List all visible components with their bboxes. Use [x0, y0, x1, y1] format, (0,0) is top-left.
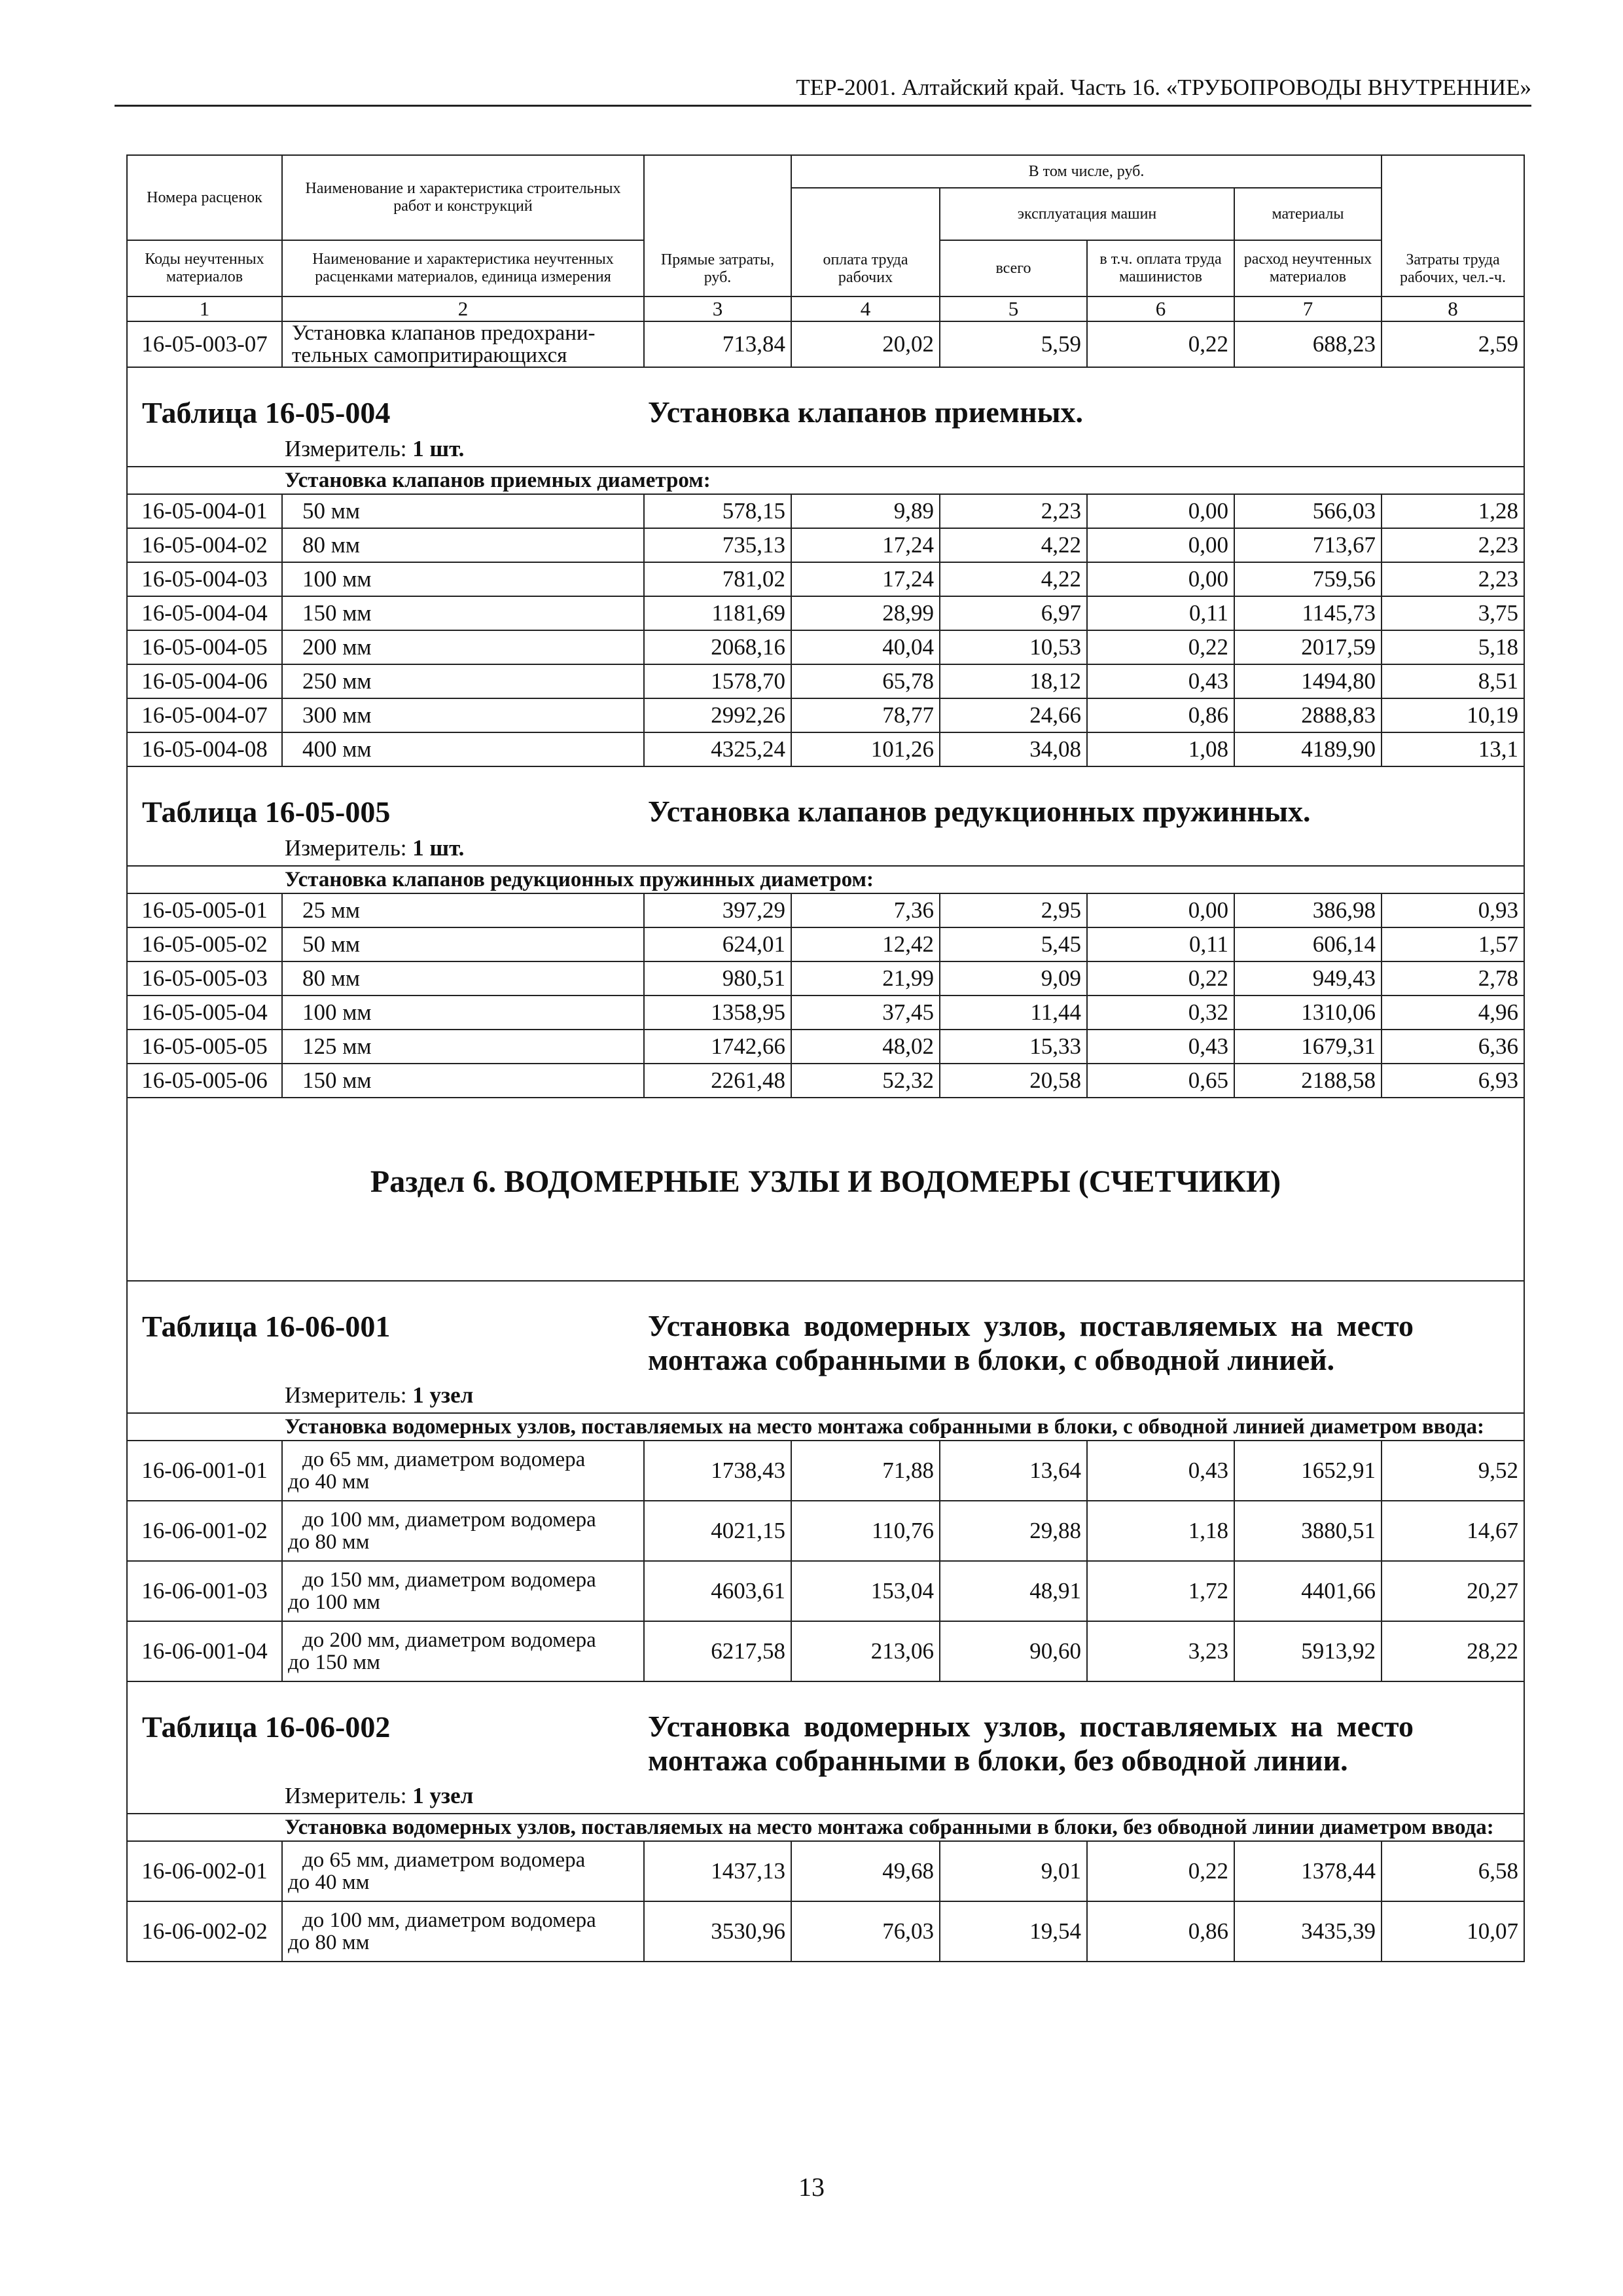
value-cell: 101,26 — [791, 732, 940, 766]
rate-code: 16-05-005-03 — [127, 961, 282, 996]
value-cell: 3,23 — [1087, 1621, 1234, 1681]
work-name — [282, 1441, 644, 1501]
work-name: 300 мм — [282, 698, 644, 732]
value-cell: 24,66 — [940, 698, 1087, 732]
table-row — [127, 1901, 1524, 1962]
value-cell: 5913,92 — [1234, 1621, 1382, 1681]
value-cell: 49,68 — [791, 1841, 940, 1901]
value-cell: 20,58 — [940, 1064, 1087, 1098]
col-materials: материалы — [1234, 188, 1382, 240]
table-row — [127, 927, 1524, 961]
work-name: 150 мм — [282, 1064, 644, 1098]
value-cell: 1437,13 — [644, 1841, 791, 1901]
value-cell: 48,91 — [940, 1561, 1087, 1621]
value-cell: 3435,39 — [1234, 1901, 1382, 1962]
work-name — [282, 1501, 644, 1561]
value-cell: 6,58 — [1382, 1841, 1524, 1901]
value-cell: 2992,26 — [644, 698, 791, 732]
value-cell: 52,32 — [791, 1064, 940, 1098]
value-cell: 0,65 — [1087, 1064, 1234, 1098]
rate-code: 16-05-005-05 — [127, 1030, 282, 1064]
value-cell: 980,51 — [644, 961, 791, 996]
value-cell: 735,13 — [644, 528, 791, 562]
rate-code: 16-05-004-03 — [127, 562, 282, 596]
value-cell: 0,86 — [1087, 698, 1234, 732]
value-cell: 713,67 — [1234, 528, 1382, 562]
table-title-block — [128, 1682, 1524, 1813]
table-row — [127, 996, 1524, 1030]
col-material-codes: Коды неучтенных материалов — [127, 240, 282, 296]
work-name: 80 мм — [282, 961, 644, 996]
value-cell: 0,22 — [1087, 630, 1234, 664]
value-cell: 4021,15 — [644, 1501, 791, 1561]
table-title-block — [128, 767, 1524, 865]
value-cell: 76,03 — [791, 1901, 940, 1962]
value-cell: 606,14 — [1234, 927, 1382, 961]
group-title: Установка клапанов редукционных пружинных диаметром: — [127, 866, 1524, 893]
value-cell: 3530,96 — [644, 1901, 791, 1962]
value-cell: 4603,61 — [644, 1561, 791, 1621]
table-id: Таблица 16-06-001 — [142, 1310, 391, 1343]
col-wages: оплата труда рабочих — [791, 188, 940, 296]
value-cell: 2,23 — [940, 494, 1087, 528]
value-cell: 2,59 — [1382, 321, 1524, 367]
value-cell: 1310,06 — [1234, 996, 1382, 1030]
value-cell: 4,22 — [940, 562, 1087, 596]
value-cell: 5,45 — [940, 927, 1087, 961]
work-name-line: до 100 мм, диаметром водомера — [302, 1508, 596, 1532]
value-cell: 6,36 — [1382, 1030, 1524, 1064]
column-number: 3 — [644, 296, 791, 321]
rate-code: 16-05-005-01 — [127, 893, 282, 927]
rate-code: 16-06-001-02 — [127, 1501, 282, 1561]
value-cell: 2888,83 — [1234, 698, 1382, 732]
measure-value: 1 узел — [412, 1382, 474, 1408]
column-number: 4 — [791, 296, 940, 321]
group-title: Установка водомерных узлов, поставляемых на место монтажа собранными в блоки, с обводной линией диаметром ввода: — [127, 1413, 1524, 1441]
table-row — [127, 1030, 1524, 1064]
rate-code: 16-06-002-01 — [127, 1841, 282, 1901]
value-cell: 1,18 — [1087, 1501, 1234, 1561]
value-cell: 0,86 — [1087, 1901, 1234, 1962]
col-material-consumption: расход неучтенных материалов — [1234, 240, 1382, 296]
value-cell: 8,51 — [1382, 664, 1524, 698]
value-cell: 213,06 — [791, 1621, 940, 1681]
value-cell: 2,23 — [1382, 528, 1524, 562]
table-row — [127, 1441, 1524, 1501]
value-cell: 21,99 — [791, 961, 940, 996]
column-number: 6 — [1087, 296, 1234, 321]
value-cell: 4189,90 — [1234, 732, 1382, 766]
value-cell: 713,84 — [644, 321, 791, 367]
value-cell: 2261,48 — [644, 1064, 791, 1098]
value-cell: 10,19 — [1382, 698, 1524, 732]
value-cell: 781,02 — [644, 562, 791, 596]
value-cell: 7,36 — [791, 893, 940, 927]
work-name-line: до 80 мм — [288, 1931, 370, 1954]
value-cell: 0,22 — [1087, 1841, 1234, 1901]
table-row — [127, 732, 1524, 766]
section-row — [127, 1098, 1524, 1281]
value-cell: 566,03 — [1234, 494, 1382, 528]
value-cell: 578,15 — [644, 494, 791, 528]
value-cell: 1,08 — [1087, 732, 1234, 766]
table-row — [127, 1501, 1524, 1561]
value-cell: 2,78 — [1382, 961, 1524, 996]
column-number: 2 — [282, 296, 644, 321]
page-number: 13 — [798, 2172, 825, 2202]
work-name: 150 мм — [282, 596, 644, 630]
value-cell: 0,93 — [1382, 893, 1524, 927]
table-id: Таблица 16-05-005 — [142, 795, 391, 829]
value-cell: 1494,80 — [1234, 664, 1382, 698]
rate-code: 16-05-004-01 — [127, 494, 282, 528]
work-name: 80 мм — [282, 528, 644, 562]
table-row — [127, 321, 1524, 367]
value-cell: 1145,73 — [1234, 596, 1382, 630]
value-cell: 949,43 — [1234, 961, 1382, 996]
value-cell: 6,93 — [1382, 1064, 1524, 1098]
value-cell: 9,52 — [1382, 1441, 1524, 1501]
measure-unit — [285, 835, 464, 861]
column-number: 8 — [1382, 296, 1524, 321]
value-cell: 0,00 — [1087, 494, 1234, 528]
table-row — [127, 562, 1524, 596]
rate-code: 16-05-005-02 — [127, 927, 282, 961]
rate-code: 16-05-004-08 — [127, 732, 282, 766]
value-cell: 20,27 — [1382, 1561, 1524, 1621]
value-cell: 110,76 — [791, 1501, 940, 1561]
value-cell: 0,43 — [1087, 1441, 1234, 1501]
work-name-line: до 65 мм, диаметром водомера — [302, 1448, 586, 1471]
work-name: 25 мм — [282, 893, 644, 927]
table-title: Установка клапанов редукционных пружинных. — [648, 795, 1311, 828]
value-cell: 3,75 — [1382, 596, 1524, 630]
value-cell: 153,04 — [791, 1561, 940, 1621]
work-name-line: до 100 мм, диаметром водомера — [302, 1909, 596, 1932]
table-row — [127, 630, 1524, 664]
measure-unit — [285, 1783, 473, 1809]
table-title: Установка клапанов приемных. — [648, 395, 1084, 429]
column-number: 5 — [940, 296, 1087, 321]
work-name: 250 мм — [282, 664, 644, 698]
value-cell: 3880,51 — [1234, 1501, 1382, 1561]
value-cell: 13,1 — [1382, 732, 1524, 766]
value-cell: 5,18 — [1382, 630, 1524, 664]
value-cell: 1578,70 — [644, 664, 791, 698]
value-cell: 29,88 — [940, 1501, 1087, 1561]
table-row — [127, 1841, 1524, 1901]
value-cell: 4401,66 — [1234, 1561, 1382, 1621]
work-name-line: до 80 мм — [288, 1530, 370, 1554]
measure-value: 1 шт. — [412, 436, 465, 461]
work-name-line: до 65 мм, диаметром водомера — [302, 1848, 586, 1872]
work-name-line: до 200 мм, диаметром водомера — [302, 1628, 596, 1652]
table-row — [127, 528, 1524, 562]
value-cell: 78,77 — [791, 698, 940, 732]
work-name — [282, 1901, 644, 1962]
value-cell: 65,78 — [791, 664, 940, 698]
value-cell: 1,72 — [1087, 1561, 1234, 1621]
work-name: 100 мм — [282, 562, 644, 596]
section-title: Раздел 6. ВОДОМЕРНЫЕ УЗЛЫ И ВОДОМЕРЫ (СЧЕТЧИКИ) — [370, 1164, 1281, 1199]
work-name: 200 мм — [282, 630, 644, 664]
value-cell: 9,09 — [940, 961, 1087, 996]
value-cell: 1,57 — [1382, 927, 1524, 961]
table-row — [127, 596, 1524, 630]
value-cell: 9,89 — [791, 494, 940, 528]
work-name: 100 мм — [282, 996, 644, 1030]
value-cell: 6,97 — [940, 596, 1087, 630]
value-cell: 688,23 — [1234, 321, 1382, 367]
value-cell: 9,01 — [940, 1841, 1087, 1901]
work-name: 50 мм — [282, 494, 644, 528]
value-cell: 0,11 — [1087, 596, 1234, 630]
rate-code: 16-05-005-06 — [127, 1064, 282, 1098]
value-cell: 397,29 — [644, 893, 791, 927]
rate-code: 16-05-003-07 — [127, 321, 282, 367]
table-row — [127, 664, 1524, 698]
table-id: Таблица 16-06-002 — [142, 1710, 391, 1744]
group-row — [127, 467, 1524, 494]
value-cell: 4325,24 — [644, 732, 791, 766]
value-cell: 20,02 — [791, 321, 940, 367]
table-title-block — [128, 368, 1524, 466]
value-cell: 14,67 — [1382, 1501, 1524, 1561]
col-labor: Затраты труда рабочих, чел.-ч. — [1382, 155, 1524, 296]
table-row — [127, 893, 1524, 927]
work-name: 125 мм — [282, 1030, 644, 1064]
value-cell: 0,43 — [1087, 664, 1234, 698]
running-header: ТЕР-2001. Алтайский край. Часть 16. «ТРУБОПРОВОДЫ ВНУТРЕННИЕ» — [115, 72, 1531, 107]
value-cell: 18,12 — [940, 664, 1087, 698]
value-cell: 1358,95 — [644, 996, 791, 1030]
table-title-row — [127, 766, 1524, 866]
value-cell: 0,22 — [1087, 961, 1234, 996]
value-cell: 71,88 — [791, 1441, 940, 1501]
value-cell: 10,53 — [940, 630, 1087, 664]
value-cell: 5,59 — [940, 321, 1087, 367]
value-cell: 0,43 — [1087, 1030, 1234, 1064]
header-row-1 — [127, 155, 1524, 188]
table-title: Установка водомерных узлов, поставляемых на место монтажа собранными в блоки, с обводной линией. — [648, 1309, 1414, 1376]
measure-unit — [285, 1382, 473, 1408]
col-machines: эксплуатация машин — [940, 188, 1234, 240]
value-cell: 1,28 — [1382, 494, 1524, 528]
measure-label: Измеритель: — [285, 835, 407, 861]
work-name-line: тельных самопритирающихся — [292, 344, 567, 367]
rate-code: 16-06-001-01 — [127, 1441, 282, 1501]
value-cell: 0,22 — [1087, 321, 1234, 367]
col-work-name: Наименование и характеристика строительных работ и конструкций — [282, 155, 644, 240]
measure-label: Измеритель: — [285, 1783, 407, 1808]
value-cell: 1738,43 — [644, 1441, 791, 1501]
work-name-line: Установка клапанов предохрани- — [292, 321, 596, 345]
table-title-row — [127, 367, 1524, 467]
value-cell: 1679,31 — [1234, 1030, 1382, 1064]
value-cell: 0,00 — [1087, 893, 1234, 927]
rate-code: 16-05-004-07 — [127, 698, 282, 732]
col-total: всего — [940, 240, 1087, 296]
work-name — [282, 1841, 644, 1901]
value-cell: 2068,16 — [644, 630, 791, 664]
value-cell: 15,33 — [940, 1030, 1087, 1064]
measure-unit — [285, 436, 464, 462]
col-material-name: Наименование и характеристика неучтенных расценками материалов, единица измерения — [282, 240, 644, 296]
value-cell: 2017,59 — [1234, 630, 1382, 664]
rate-code: 16-06-001-03 — [127, 1561, 282, 1621]
work-name-line: до 40 мм — [288, 1871, 370, 1894]
value-cell: 11,44 — [940, 996, 1087, 1030]
measure-label: Измеритель: — [285, 436, 407, 461]
value-cell: 4,96 — [1382, 996, 1524, 1030]
work-name-line: до 100 мм — [288, 1590, 381, 1614]
work-name — [282, 1621, 644, 1681]
value-cell: 0,00 — [1087, 528, 1234, 562]
value-cell: 37,45 — [791, 996, 940, 1030]
group-title: Установка клапанов приемных диаметром: — [127, 467, 1524, 494]
group-title: Установка водомерных узлов, поставляемых на место монтажа собранными в блоки, без обводной линии диаметром ввода: — [127, 1814, 1524, 1841]
value-cell: 90,60 — [940, 1621, 1087, 1681]
column-number: 1 — [127, 296, 282, 321]
value-cell: 17,24 — [791, 528, 940, 562]
work-name-line: до 150 мм, диаметром водомера — [302, 1568, 596, 1592]
value-cell: 2,23 — [1382, 562, 1524, 596]
measure-label: Измеритель: — [285, 1382, 407, 1408]
rate-code: 16-05-004-05 — [127, 630, 282, 664]
table-row — [127, 1621, 1524, 1681]
value-cell: 17,24 — [791, 562, 940, 596]
table-title-row — [127, 1281, 1524, 1413]
table-row — [127, 1064, 1524, 1098]
value-cell: 386,98 — [1234, 893, 1382, 927]
table-row — [127, 698, 1524, 732]
col-rate-number: Номера расценок — [127, 155, 282, 240]
col-direct-costs: Прямые затраты, руб. — [644, 155, 791, 296]
value-cell: 1652,91 — [1234, 1441, 1382, 1501]
value-cell: 19,54 — [940, 1901, 1087, 1962]
work-name: 50 мм — [282, 927, 644, 961]
work-name-line: до 40 мм — [288, 1470, 370, 1494]
value-cell: 48,02 — [791, 1030, 940, 1064]
value-cell: 0,11 — [1087, 927, 1234, 961]
value-cell: 40,04 — [791, 630, 940, 664]
measure-value: 1 шт. — [412, 835, 465, 861]
table-row — [127, 1561, 1524, 1621]
value-cell: 624,01 — [644, 927, 791, 961]
value-cell: 759,56 — [1234, 562, 1382, 596]
group-row — [127, 866, 1524, 893]
rate-code: 16-06-002-02 — [127, 1901, 282, 1962]
value-cell: 13,64 — [940, 1441, 1087, 1501]
column-numbers-row — [127, 296, 1524, 321]
group-row — [127, 1413, 1524, 1441]
value-cell: 6217,58 — [644, 1621, 791, 1681]
table-row — [127, 494, 1524, 528]
value-cell: 2188,58 — [1234, 1064, 1382, 1098]
value-cell: 1742,66 — [644, 1030, 791, 1064]
price-table — [126, 154, 1525, 1962]
work-name — [282, 321, 644, 367]
value-cell: 34,08 — [940, 732, 1087, 766]
table-title-block — [128, 1282, 1524, 1412]
col-operator-wages: в т.ч. оплата труда машинистов — [1087, 240, 1234, 296]
value-cell: 1181,69 — [644, 596, 791, 630]
col-included: В том числе, руб. — [791, 155, 1382, 188]
value-cell: 1378,44 — [1234, 1841, 1382, 1901]
table-id: Таблица 16-05-004 — [142, 396, 391, 429]
work-name: 400 мм — [282, 732, 644, 766]
value-cell: 0,00 — [1087, 562, 1234, 596]
value-cell: 2,95 — [940, 893, 1087, 927]
rate-code: 16-05-004-06 — [127, 664, 282, 698]
measure-value: 1 узел — [412, 1783, 474, 1808]
table-row — [127, 961, 1524, 996]
rate-code: 16-06-001-04 — [127, 1621, 282, 1681]
value-cell: 4,22 — [940, 528, 1087, 562]
work-name — [282, 1561, 644, 1621]
work-name-line: до 150 мм — [288, 1651, 381, 1674]
value-cell: 12,42 — [791, 927, 940, 961]
value-cell: 28,22 — [1382, 1621, 1524, 1681]
table-title: Установка водомерных узлов, поставляемых на место монтажа собранными в блоки, без обводной линии. — [648, 1710, 1414, 1777]
value-cell: 0,32 — [1087, 996, 1234, 1030]
column-number: 7 — [1234, 296, 1382, 321]
group-row — [127, 1814, 1524, 1841]
value-cell: 28,99 — [791, 596, 940, 630]
rate-code: 16-05-005-04 — [127, 996, 282, 1030]
rate-code: 16-05-004-04 — [127, 596, 282, 630]
table-title-row — [127, 1681, 1524, 1814]
rate-code: 16-05-004-02 — [127, 528, 282, 562]
value-cell: 10,07 — [1382, 1901, 1524, 1962]
